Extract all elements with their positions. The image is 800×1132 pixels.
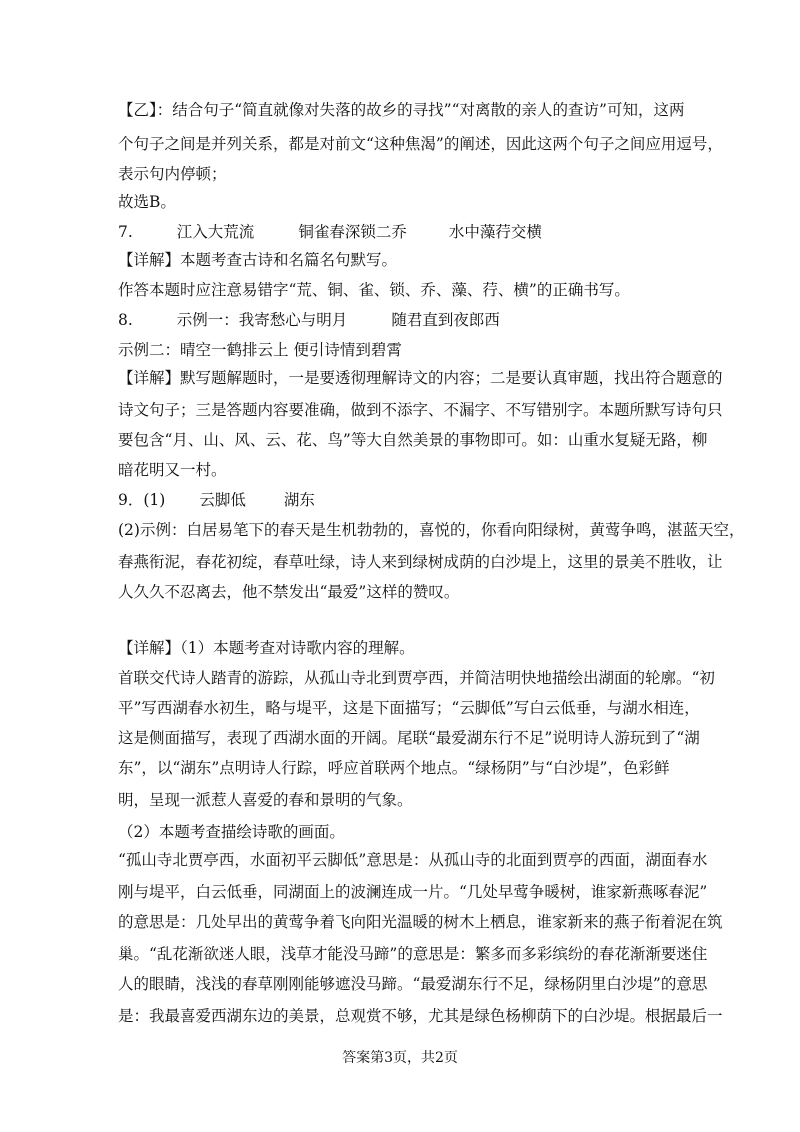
text-line: 人的眼睛，浅浅的春草刚刚能够遮没马蹄。“最爱湖东行不足，绿杨阴里白沙堤”的意思 <box>118 975 708 993</box>
answer-blank: 水中藻荇交横 <box>448 223 542 241</box>
text-line: 首联交代诗人踏青的游踪，从孤山寺北到贾亭西，并简洁明快地描绘出湖面的轮廓。“初 <box>118 669 715 687</box>
text-line: 这是侧面描写，表现了西湖水面的开阔。尾联“最爱湖东行不足”说明诗人游玩到了“湖 <box>118 729 700 747</box>
answer-blank: 江入大荒流 <box>176 223 255 241</box>
text-line: 故选B。 <box>118 193 176 211</box>
text-line: 作答本题时应注意易错字“荒、铜、雀、锁、乔、藻、荇、横”的正确书写。 <box>118 281 630 299</box>
question-number: 8. <box>118 311 133 329</box>
text-line: 表示句内停顿； <box>118 165 227 183</box>
text-line: 人久久不忍离去，他不禁发出“最爱”这样的赞叹。 <box>118 583 460 601</box>
text-line: 【详解】（1）本题考查对诗歌内容的理解。 <box>118 639 415 657</box>
answer-blank: 铜雀春深锁二乔 <box>298 223 407 241</box>
text-line: 的意思是：几处早出的黄莺争着飞向阳光温暖的树木上栖息，谁家新来的燕子衔着泥在筑 <box>118 913 723 931</box>
answer-blank: 云脚低 <box>199 491 246 509</box>
text-line: 暗花明又一村。 <box>118 461 227 479</box>
page-footer: 答案第3页，共2页 <box>342 1050 458 1066</box>
text-line: 巢。“乱花渐欲迷人眼，浅草才能没马蹄”的意思是：繁多而多彩缤纷的春花渐渐要迷住 <box>118 945 708 963</box>
text-line: 示例二：晴空一鹤排云上 便引诗情到碧霄 <box>118 341 402 359</box>
text-line: 诗文句子；三是答题内容要准确，做到不添字、不漏字、不写错别字。本题所默写诗句只 <box>118 401 723 419</box>
text-line: 明，呈现一派惹人喜爱的春和景明的气象。 <box>118 791 413 809</box>
answer-line-q8 <box>118 310 500 330</box>
question-number: 9．(1) <box>118 491 166 509</box>
text-line: “孤山寺北贾亭西，水面初平云脚低”意思是：从孤山寺的北面到贾亭的西面，湖面春水 <box>118 851 708 869</box>
text-line: (2)示例：白居易笔下的春天是生机勃勃的，喜悦的，你看向阳绿树，黄莺争鸣，湛蓝天空， <box>118 521 745 539</box>
text-line: 平”写西湖春水初生，略与堤平，这是下面描写；“云脚低”写白云低垂，与湖水相连， <box>118 699 700 717</box>
text-line: 东”，以“湖东”点明诗人行踪，呼应首联两个地点。“绿杨阴”与“白沙堤”，色彩鲜 <box>118 759 670 777</box>
question-number: 7. <box>118 223 133 241</box>
text-line: 个句子之间是并列关系，都是对前文“这种焦渴”的阐述，因此这两个句子之间应用逗号， <box>118 135 723 153</box>
text-line: 春燕衔泥，春花初绽，春草吐绿，诗人来到绿树成荫的白沙堤上，这里的景美不胜收，让 <box>118 553 723 571</box>
text-line: 刚与堤平，白云低垂，同湖面上的波澜连成一片。“几处早莺争暖树，谁家新燕啄春泥” <box>118 883 708 901</box>
answer-blank: 示例一：我寄愁心与明月 <box>176 311 348 329</box>
text-line: 要包含“月、山、风、云、花、鸟”等大自然美景的事物即可。如：山重水复疑无路，柳 <box>118 431 708 449</box>
text-line: 【详解】本题考查古诗和名篇名句默写。 <box>118 251 398 269</box>
answer-line-q9 <box>118 490 315 510</box>
text-line: 【乙】：结合句子“简直就像对失落的故乡的寻找”“对离散的亲人的查访”可知，这两 <box>118 101 685 119</box>
text-line: 是：我最喜爱西湖东边的美景，总观赏不够，尤其是绿色杨柳荫下的白沙堤。根据最后一 <box>118 1007 723 1025</box>
text-line: （2）本题考查描绘诗歌的画面。 <box>118 823 345 841</box>
answer-blank: 湖东 <box>283 491 315 509</box>
answer-line-q7 <box>118 222 542 242</box>
answer-blank: 随君直到夜郎西 <box>391 311 500 329</box>
text-line: 【详解】默写题解题时，一是要透彻理解诗文的内容；二是要认真审题，找出符合题意的 <box>118 369 723 387</box>
